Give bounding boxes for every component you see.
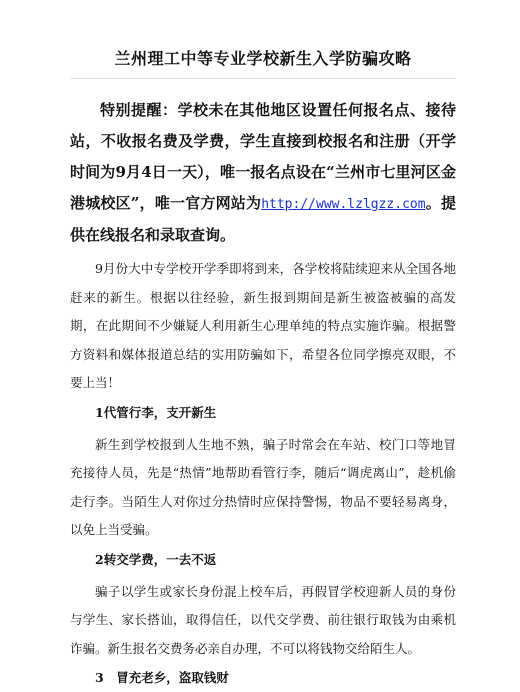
special-notice: [70, 95, 456, 251]
notice-suffix: 。提供在线报名和录取查询。: [70, 194, 456, 244]
section-body-1: 新生到学校报到人生地不熟，骗子时常会在车站、校门口等地冒充接待人员，先是“热情”地帮助看管行李，随后“调虎离山”，趁机偷走行李。当陌生人对你过分热情时应保持警惕，物品不要轻易离身，以免上当受骗。: [70, 436, 456, 537]
section-heading-1: 1代管行李，支开新生: [95, 404, 217, 420]
title-divider: [70, 78, 456, 79]
document-title: 兰州理工中等专业学校新生入学防骗攻略: [114, 49, 412, 68]
notice-text: 特别提醒：学校未在其他地区设置任何报名点、接待站，不收报名费及学费，学生直接到校报名和注册（开学时间为9月4日一天），唯一报名点设在“兰州市七里河区金港城校区”，唯一官方网站为: [70, 101, 456, 212]
intro-paragraph: 9月份大中专学校开学季即将到来，各学校将陆续迎来从全国各地赶来的新生。根据以往经验，新生报到期间是新生被盗被骗的高发期，在此期间不少嫌疑人利用新生心理单纯的特点实施诈骗。根据警方资料和媒体报道总结的实用防骗如下，希望各位同学擦亮双眼，不要上当！: [70, 261, 456, 390]
section-body-2: 骗子以学生或家长身份混上校车后，再假冒学校迎新人员的身份与学生、家长搭讪，取得信任，以代交学费、前往银行取钱为由乘机诈骗。新生报名交费务必亲自办理，不可以将钱物交给陌生人。: [70, 583, 456, 656]
official-website-link[interactable]: http://www.lzlgzz.com: [261, 197, 426, 212]
section-heading-3: 3 冒充老乡，盗取钱财: [95, 670, 229, 685]
document-page: [70, 0, 456, 692]
section-heading-2: 2转交学费，一去不返: [95, 551, 217, 567]
